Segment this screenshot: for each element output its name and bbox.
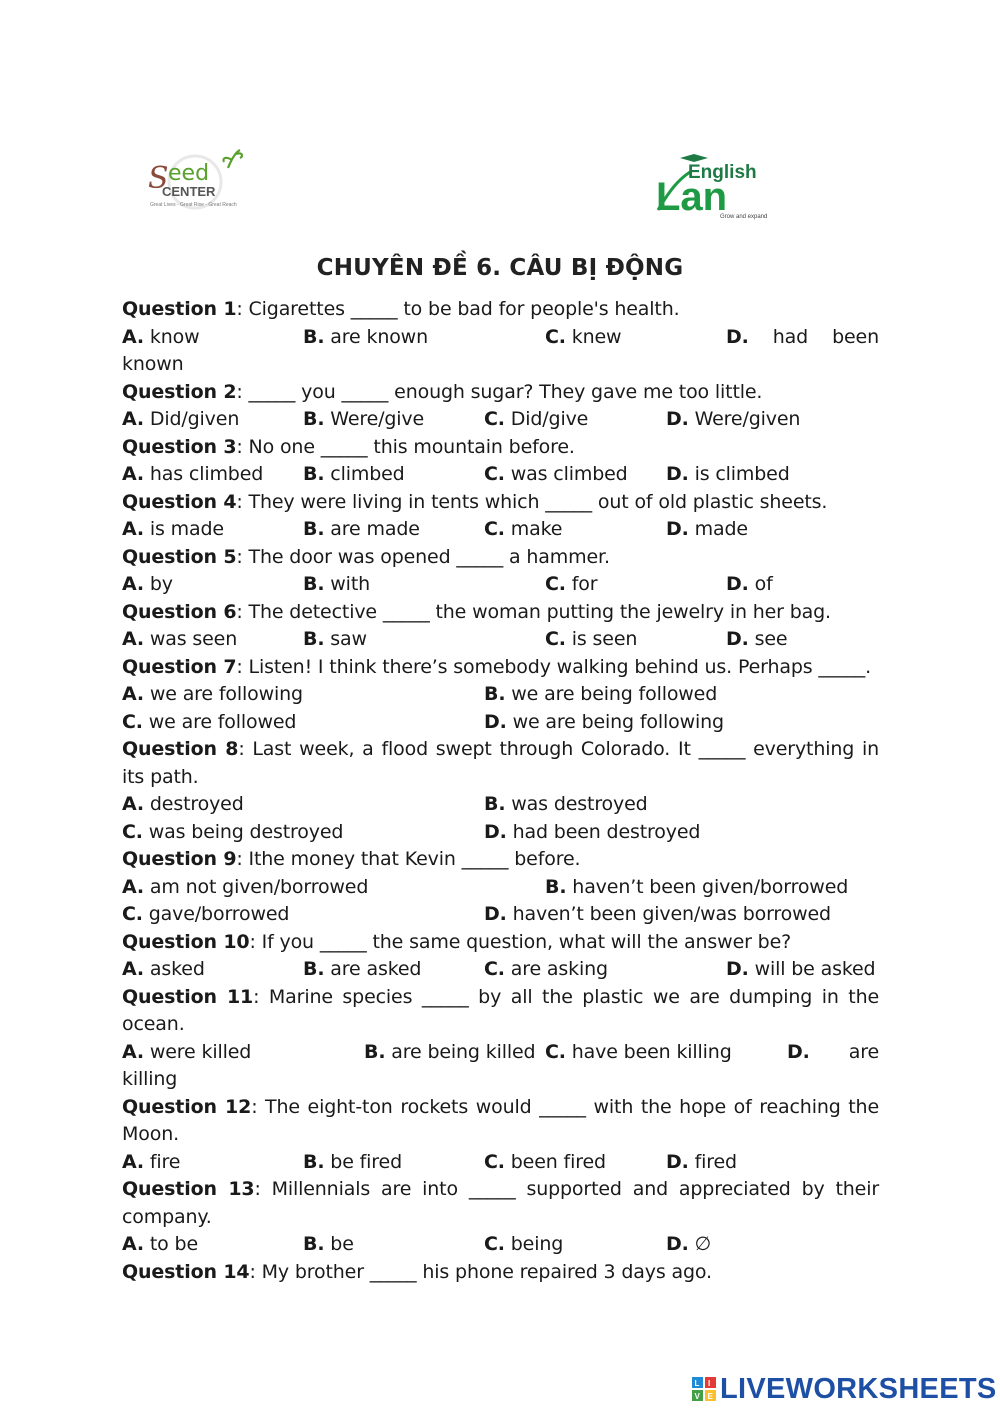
question-label: Question 7	[122, 655, 237, 678]
options-row	[122, 791, 879, 819]
worksheet-title: CHUYÊN ĐỀ 6. CÂU BỊ ĐỘNG	[316, 255, 684, 281]
options-row	[122, 819, 879, 847]
question-11	[122, 984, 879, 1039]
lan-logo-main: Lan	[656, 175, 728, 219]
options-row	[122, 516, 879, 544]
seed-logo-s: S	[148, 161, 169, 196]
question-label: Question 3	[122, 435, 237, 458]
option-b[interactable]: B. haven’t been given/borrowed	[545, 875, 849, 898]
option-a[interactable]: A. we are following	[122, 683, 303, 705]
question-text: : They were living in tents which _____ out of old plastic sheets.	[236, 490, 828, 513]
question-label: Question 4	[122, 490, 237, 513]
seed-center-logo	[140, 140, 250, 215]
option-c[interactable]: C. was being destroyed	[122, 820, 344, 843]
question-label: Question 11	[122, 985, 254, 1008]
option-d[interactable]: D. is climbed	[666, 463, 790, 485]
question-9	[122, 846, 879, 874]
question-text: : If you _____ the same question, what will the answer be?	[249, 930, 792, 953]
question-label: Question 8	[122, 738, 239, 760]
option-c[interactable]: C. being	[484, 1233, 564, 1255]
option-c[interactable]: C. is seen	[545, 628, 638, 650]
option-d[interactable]: D. made	[666, 518, 748, 540]
option-a[interactable]: A. is made	[122, 518, 224, 540]
options-row	[122, 461, 879, 489]
question-14	[122, 1259, 879, 1287]
svg-text:E: E	[707, 1392, 713, 1401]
option-b[interactable]: B. was destroyed	[484, 793, 648, 815]
question-text: : Last week, a flood swept through Colorado. It _____ everything in its path.	[122, 738, 879, 788]
question-text: : The detective _____ the woman putting the jewelry in her bag.	[236, 600, 831, 623]
question-label: Question 14	[122, 1260, 250, 1283]
question-text: : No one _____ this mountain before.	[236, 435, 575, 458]
question-text: : The door was opened _____ a hammer.	[236, 545, 610, 568]
options-row	[122, 1149, 879, 1177]
option-c[interactable]: C. have been killing	[545, 1040, 732, 1063]
question-4	[122, 489, 879, 517]
question-6	[122, 599, 879, 627]
question-label: Question 10	[122, 930, 250, 953]
question-3	[122, 434, 879, 462]
options-row	[122, 681, 879, 709]
option-d[interactable]: D. of	[726, 573, 773, 595]
question-7	[122, 654, 879, 682]
option-d[interactable]: D. we are being following	[484, 710, 724, 733]
options-row	[122, 1231, 879, 1259]
question-text: : My brother _____ his phone repaired 3 days ago.	[249, 1260, 712, 1283]
question-label: Question 12	[122, 1095, 252, 1118]
option-c[interactable]: C. are asking	[484, 958, 608, 980]
seed-logo-sub: CENTER	[162, 184, 216, 199]
option-c[interactable]: C. we are followed	[122, 710, 297, 733]
option-a[interactable]: A. destroyed	[122, 793, 244, 815]
question-list	[122, 296, 879, 1286]
option-b[interactable]: B. are asked	[303, 958, 422, 980]
options-row	[122, 571, 879, 599]
option-d[interactable]: D. are	[787, 1040, 879, 1063]
question-text: : The eight-ton rockets would _____ with the hope of reaching the Moon.	[122, 1095, 879, 1145]
svg-text:I: I	[708, 1379, 711, 1388]
options-row	[122, 901, 879, 929]
liveworksheets-wordmark: LIVEWORKSHEETS	[720, 1372, 997, 1405]
seed-logo-text: eed	[168, 161, 210, 186]
option-c[interactable]: C. was climbed	[484, 463, 628, 485]
option-d-wrap: known	[122, 353, 184, 375]
option-a[interactable]: A. to be	[122, 1233, 198, 1255]
question-5	[122, 544, 879, 572]
option-c[interactable]: C. been fired	[484, 1150, 606, 1173]
option-b[interactable]: B. we are being followed	[484, 683, 718, 705]
option-b[interactable]: B. climbed	[303, 463, 405, 485]
question-text: : Cigarettes _____ to be bad for people's health.	[236, 298, 680, 320]
option-a[interactable]: A. Did/given	[122, 408, 240, 430]
question-text: : Millennials are into _____ supported and appreciated by their company.	[122, 1178, 879, 1228]
option-d[interactable]: D. ∅	[666, 1233, 711, 1255]
options-row	[122, 406, 879, 434]
question-label: Question 1	[122, 298, 237, 320]
question-label: Question 13	[122, 1178, 255, 1200]
question-1	[122, 296, 879, 324]
question-label: Question 5	[122, 545, 237, 568]
question-13	[122, 1176, 879, 1231]
option-d[interactable]: D. fired	[666, 1150, 737, 1173]
option-b[interactable]: B. be fired	[303, 1150, 402, 1173]
question-text: : Listen! I think there’s somebody walking behind us. Perhaps _____.	[236, 655, 872, 678]
option-c[interactable]: C. gave/borrowed	[122, 903, 290, 925]
option-b[interactable]: B. Were/give	[303, 408, 425, 430]
question-label: Question 9	[122, 848, 237, 870]
question-2	[122, 379, 879, 407]
liveworksheets-logo-icon	[692, 1377, 716, 1401]
option-a[interactable]: A. has climbed	[122, 463, 264, 485]
option-b[interactable]: B. are being killed	[364, 1040, 536, 1063]
options-row	[122, 626, 879, 654]
options-row	[122, 324, 879, 352]
options-row	[122, 1039, 879, 1067]
question-text: : Marine species _____ by all the plastic we are dumping in the ocean.	[122, 985, 879, 1035]
option-d[interactable]: D. see	[726, 628, 788, 650]
question-label: Question 2	[122, 380, 237, 403]
lan-logo-tagline: Grow and expand	[720, 214, 768, 220]
option-c[interactable]: C. make	[484, 518, 563, 540]
english-lan-logo	[650, 150, 780, 225]
option-b[interactable]: B. are made	[303, 518, 420, 540]
option-c[interactable]: C. knew	[545, 325, 622, 348]
option-a[interactable]: A. am not given/borrowed	[122, 875, 369, 898]
question-10	[122, 929, 879, 957]
option-a[interactable]: A. was seen	[122, 628, 238, 650]
option-c[interactable]: C. for	[545, 573, 598, 595]
option-d[interactable]: D. Were/given	[666, 408, 801, 430]
option-b[interactable]: B. are known	[303, 325, 428, 348]
option-d[interactable]: D. haven’t been given/was borrowed	[484, 903, 831, 925]
option-a[interactable]: A. fire	[122, 1150, 181, 1173]
option-b[interactable]: B. be	[303, 1233, 354, 1255]
option-d[interactable]: D. will be asked	[726, 958, 876, 980]
option-a[interactable]: A. asked	[122, 958, 205, 980]
lan-logo-top: English	[688, 162, 757, 183]
option-a[interactable]: A. by	[122, 573, 173, 595]
options-row	[122, 874, 879, 902]
question-8	[122, 736, 879, 791]
question-label: Question 6	[122, 600, 237, 623]
options-row	[122, 956, 879, 984]
question-12	[122, 1094, 879, 1149]
svg-text:V: V	[694, 1392, 700, 1401]
option-d[interactable]: D. had been	[726, 325, 879, 348]
option-d[interactable]: D. had been destroyed	[484, 820, 701, 843]
option-c[interactable]: C. Did/give	[484, 408, 589, 430]
option-d-wrap: killing	[122, 1068, 178, 1090]
question-text: : Ithe money that Kevin _____ before.	[236, 848, 581, 870]
question-text: : _____ you _____ enough sugar? They gave me too little.	[236, 380, 763, 403]
option-b[interactable]: B. saw	[303, 628, 367, 650]
seed-logo-tagline: Great Lives - Great Rise - Great Reach	[150, 202, 237, 208]
option-a[interactable]: A. were killed	[122, 1040, 252, 1063]
options-row	[122, 709, 879, 737]
option-b[interactable]: B. with	[303, 573, 371, 595]
liveworksheets-brand[interactable]	[692, 1374, 997, 1404]
option-a[interactable]: A. know	[122, 325, 200, 348]
svg-text:L: L	[694, 1379, 700, 1388]
